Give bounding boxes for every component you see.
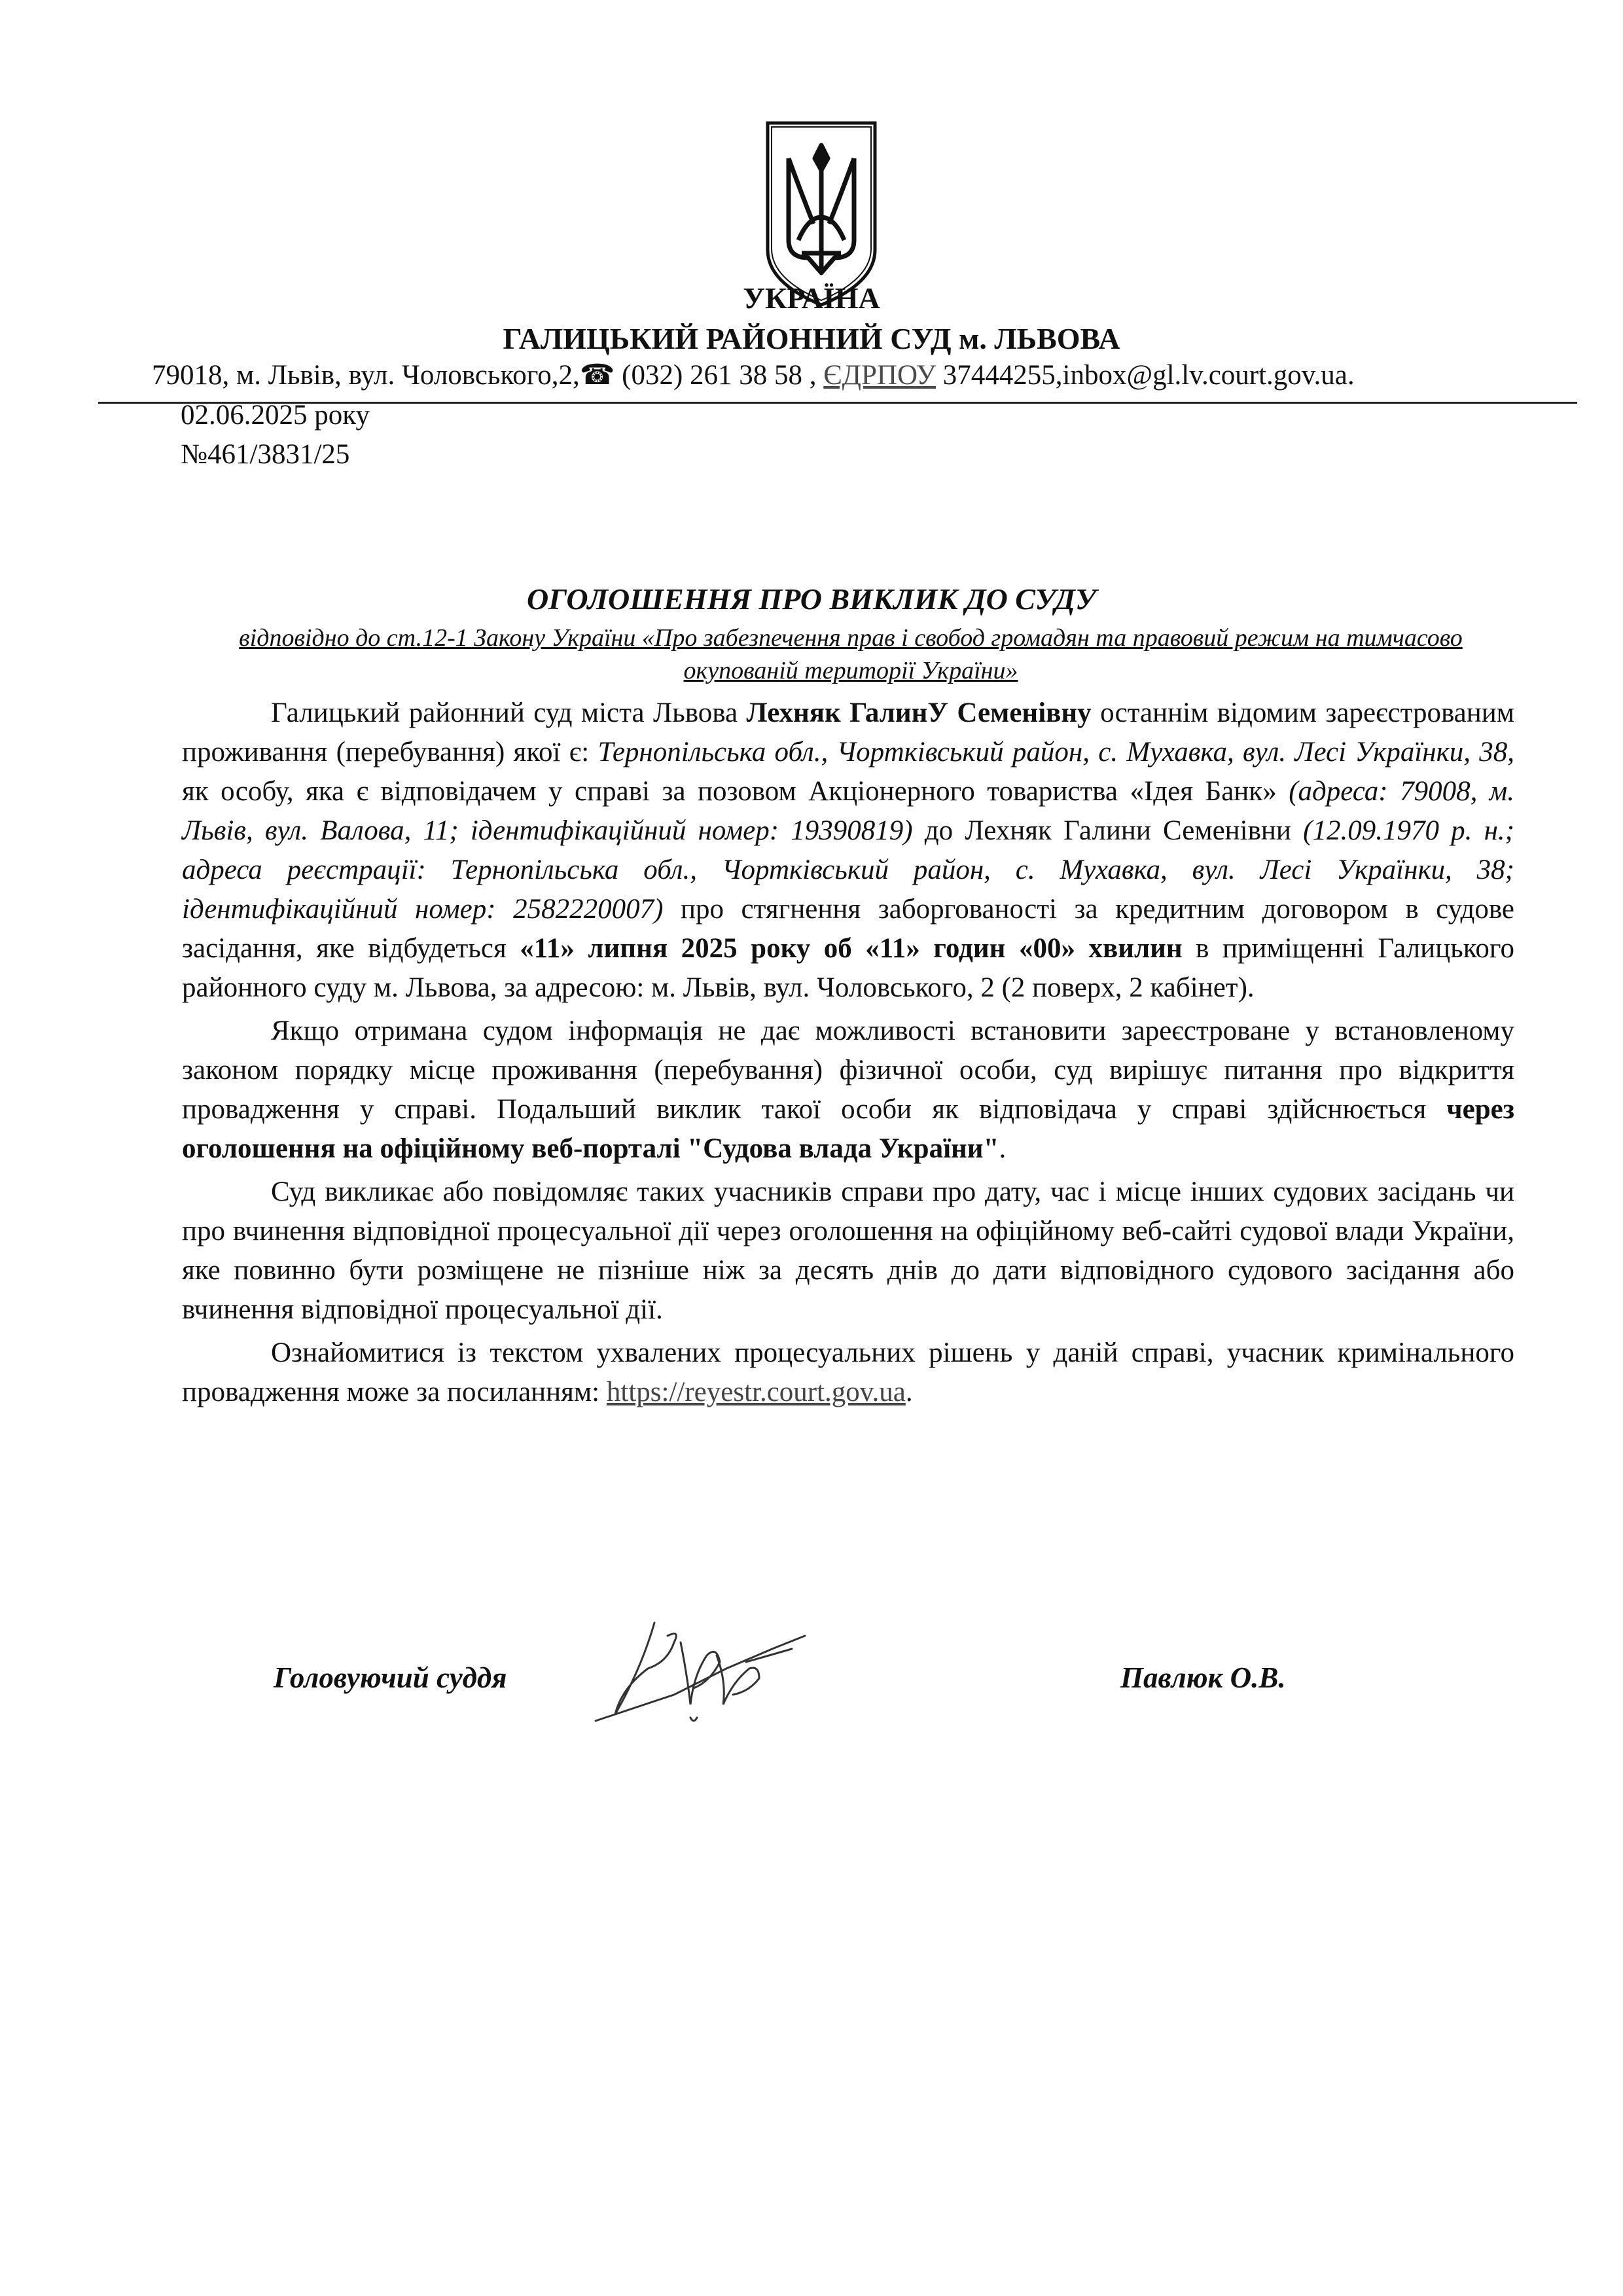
edrpou-and-email: 37444255,inbox@gl.lv.court.gov.ua.	[942, 360, 1355, 391]
portal-notice: через оголошення на офіційному веб-порталі "Судова влада України"	[182, 1094, 1514, 1164]
signature-label: Головуючий суддя	[274, 1661, 507, 1694]
text-segment: .	[999, 1133, 1007, 1164]
court-phone: (032) 261 38 58 ,	[622, 360, 817, 391]
text-segment: до Лехняк Галини Семенівни	[912, 815, 1304, 846]
paragraph-summons	[182, 694, 1514, 1008]
paragraph-notification: Суд викликає або повідомляє таких учасників справи про дату, час і місце інших судових засідань чи про вчинення відповідної процесуальної дії через оголошення на офіційному веб-сайті судової влади України, яке повинно бути розміщене не пізніше ніж за десять днів до дати відповідного судового засідання або вчинення відповідної процесуальної дії.	[182, 1176, 1514, 1325]
notice-subtitle: відповідно до ст.12-1 Закону України «Про забезпечення прав і свобод громадян та правовий режим на тимчасово окупованій території України»	[239, 624, 1463, 684]
registry-link[interactable]: https://reyestr.court.gov.ua	[606, 1377, 906, 1407]
court-address: 79018, м. Львів, вул. Чоловського,2,	[152, 360, 580, 391]
court-name-heading: ГАЛИЦЬКИЙ РАЙОННИЙ СУД м. ЛЬВОВА	[503, 322, 1120, 355]
text-segment: в приміщенні Галицького районного суду м. Львова, за адресою: м. Львів, вул. Чоловського, 2 (2 поверх, 2 кабінет).	[182, 933, 1514, 1003]
defendant-name: Лехняк ГалинУ Семенівну	[746, 698, 1092, 728]
paragraph-procedure	[182, 1012, 1514, 1169]
text-segment: як особу, яка є відповідачем у справі за позовом Акціонерного товариства «Ідея Банк»	[182, 776, 1289, 807]
text-segment: про стягнення заборгованості за кредитним договором в судове засідання, яке відбудеться	[182, 894, 1514, 964]
defendant-address: Тернопільська обл., Чортківський район, с. Мухавка, вул. Лесі Українки, 38,	[597, 737, 1515, 768]
notice-body	[182, 694, 1514, 1412]
plaintiff-details: (адреса: 79008, м. Львів, вул. Валова, 11; ідентифікаційний номер: 19390819)	[182, 776, 1515, 846]
case-number: №461/3831/25	[181, 439, 350, 470]
text-segment: останнім відомим зареєстрованим проживання (перебування) якої є:	[182, 698, 1515, 768]
hearing-datetime: «11» липня 2025 року об «11» годин «00» хвилин	[520, 933, 1183, 964]
text-segment: Галицький районний суд міста Львова	[271, 698, 747, 728]
text-segment: Якщо отримана судом інформація не дає можливості встановити зареєстроване у встановленому законом порядку місце проживання (перебування) фізичної особи, суд вирішує питання про відкриття провадження у справі. Подальший виклик такої особи як відповідача у справі здійснюється	[182, 1016, 1514, 1125]
document-date: 02.06.2025 року	[181, 400, 370, 431]
paragraph-registry	[182, 1333, 1514, 1412]
notice-title: ОГОЛОШЕННЯ ПРО ВИКЛИК ДО СУДУ	[527, 582, 1096, 616]
judge-name: Павлюк О.В.	[1120, 1661, 1286, 1694]
country-heading: УКРАЇНА	[743, 281, 880, 315]
edrpou-label: ЄДРПОУ	[823, 360, 936, 391]
text-segment: .	[905, 1377, 913, 1407]
handwritten-signature	[576, 1583, 812, 1747]
phone-icon: ☎	[579, 360, 615, 391]
defendant-details: (12.09.1970 р. н.; адреса реєстрації: Тернопільська обл., Чортківський район, с. Мухавка, вул. Лесі Українки, 38; ідентифікаційний номер: 2582220007)	[182, 815, 1514, 925]
court-address-line	[152, 357, 1552, 394]
text-segment: Ознайомитися із текстом ухвалених процесуальних рішень у даній справі, учасник кримінального провадження може за посиланням:	[182, 1337, 1514, 1407]
